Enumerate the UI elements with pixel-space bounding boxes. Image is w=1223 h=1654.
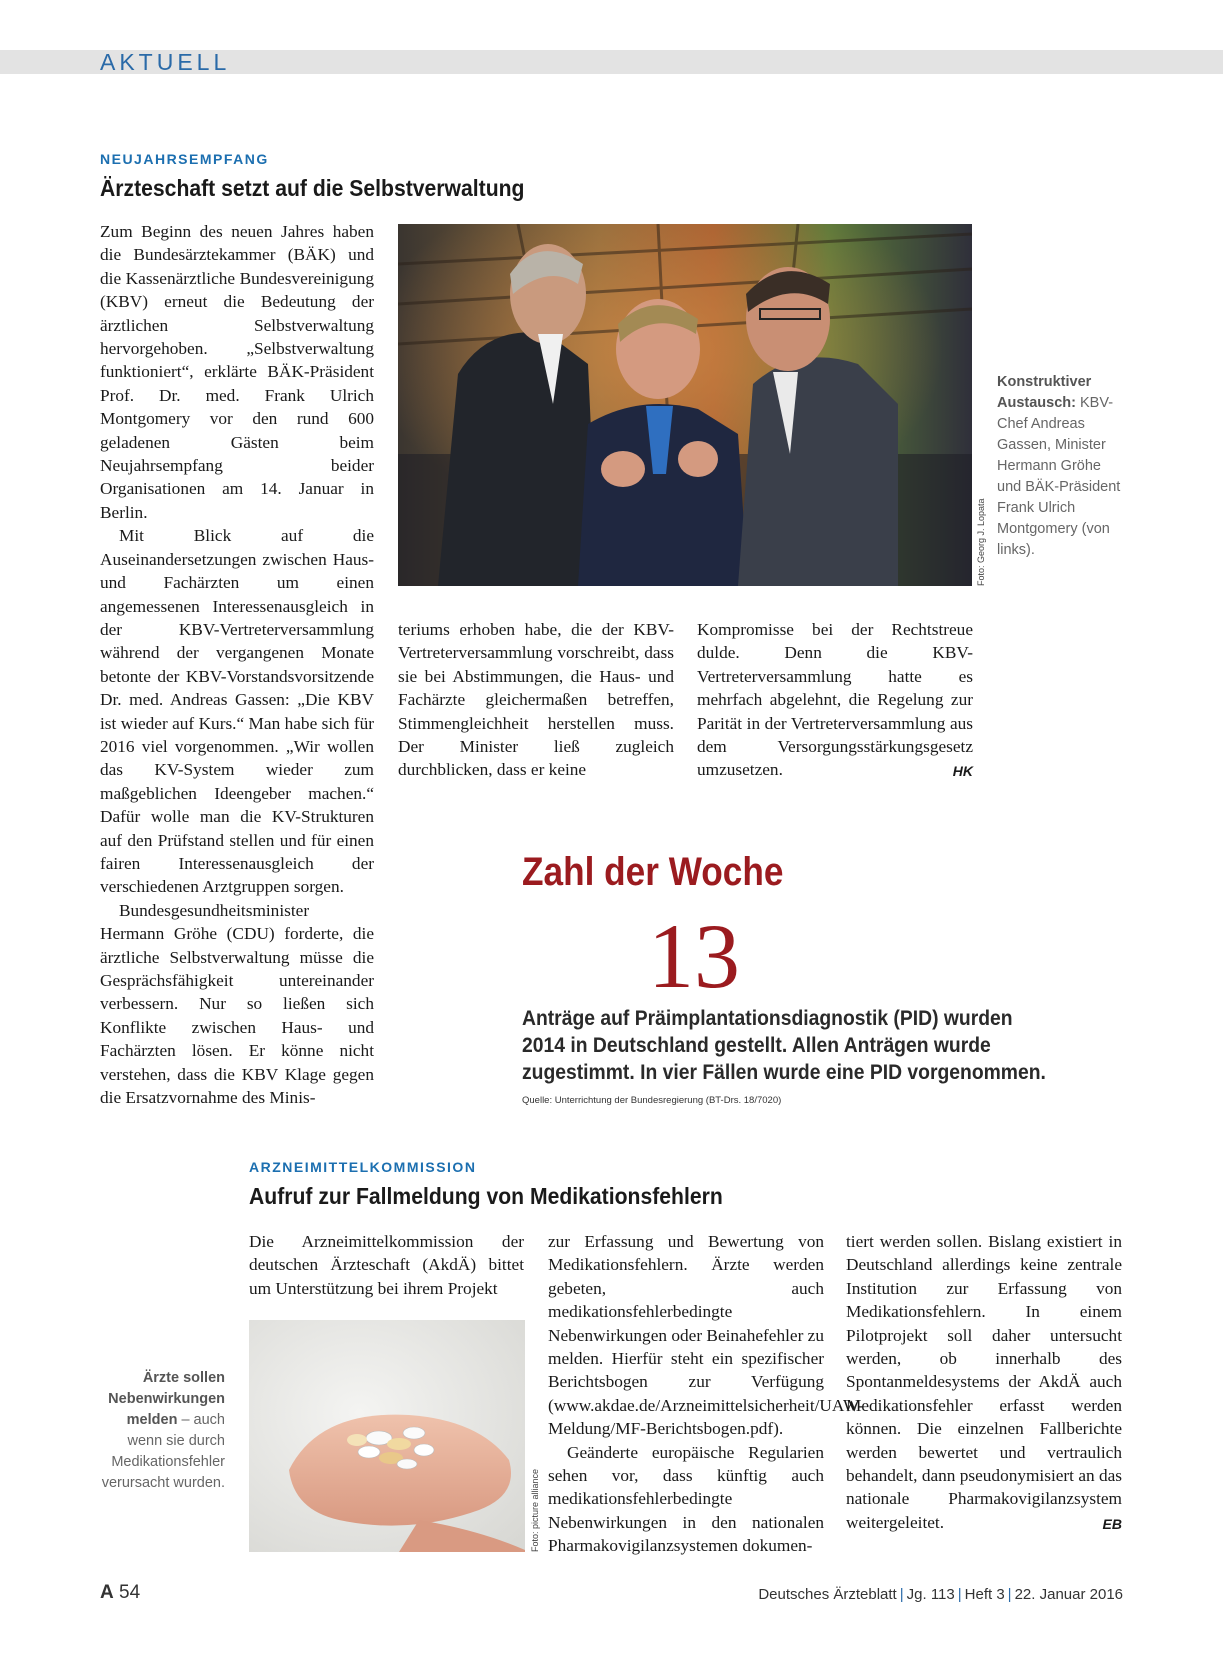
article1-photo-credit: Foto: Georg J. Lopata [976,498,986,586]
article2-paragraph: zur Erfassung und Bewertung von Medikationsfehlern. Ärzte werden gebeten, auch medikationsfehlerbedingte Nebenwirkungen oder Beinahefehler zu melden. Hierfür steht ein spezifischer Berichtsbogen zur Verfügung (www.akdae.de/Arzneimittelsicherheit/UAW-Meldung/MF-Berichtsbogen.pdf). [548,1232,865,1439]
separator: | [899,1586,904,1603]
journal-date: 22. Januar 2016 [1014,1586,1123,1603]
separator: | [957,1586,962,1603]
article2-headline: Aufruf zur Fallmeldung von Medikationsfehlern [249,1183,723,1209]
page-prefix: A [100,1582,114,1603]
article1-headline: Ärzteschaft setzt auf die Selbstverwaltung [100,175,525,201]
caption-text: – auch wenn sie durch Medikationsfehler verursacht wurden. [101,1412,225,1491]
page-number-value: 54 [119,1582,141,1603]
zahl-der-woche-number: 13 [648,905,740,1007]
zahl-der-woche-source: Quelle: Unterrichtung der Bundesregierung (BT-Drs. 18/7020) [522,1095,782,1106]
article2-photo [249,1320,525,1552]
zahl-der-woche-title: Zahl der Woche [522,850,784,894]
caption-text: KBV-Chef Andreas Gassen, Minister Hermann Gröhe und BÄK-Präsident Frank Ulrich Montgomery (von links). [997,395,1121,558]
journal-issue: Heft 3 [964,1586,1005,1603]
article1-photo [398,224,972,586]
separator: | [1007,1586,1012,1603]
article1-signature: HK [952,763,973,780]
article2-paragraph [846,1230,1122,1534]
article1-paragraph: Bundesgesundheitsminister Hermann Gröhe (CDU) forderte, die ärztliche Selbstverwaltung müsse die Gesprächsfähigkeit untereinander verbessern. Nur so ließen sich Konflikte zwischen Haus- und Fachärzten lösen. Er könne nicht verstehen, dass die KBV Klage gegen die Ersatzvornahme des Minis- [100,900,374,1108]
journal-info [758,1586,1123,1603]
article1-paragraph: Mit Blick auf die Auseinandersetzungen zwischen Haus- und Fachärzten um einen angemessenen Interessenausgleich in der KBV-Vertreterversammlung während der vergangenen Monate betonte der KBV-Vorstandsvorsitzende Dr. med. Andreas Gassen: „Die KBV ist wieder auf Kurs.“ Man habe sich für 2016 viel vorgenommen. „Wir wollen das KV-System wieder zum maßgeblichen Ideengeber machen.“ Dafür wolle man die KV-Strukturen auf den Prüfstand stellen und für einen fairen Interessenausgleich der verschiedenen Arztgruppen sorgen. [100,526,374,897]
article2-kicker: ARZNEIMITTELKOMMISSION [249,1159,477,1175]
caption-bold: Konstruktiver Austausch: [997,374,1092,411]
article1-kicker: NEUJAHRSEMPFANG [100,151,269,167]
article1-paragraph: teriums erhoben habe, die der KBV-Vertreterversammlung vorschreibt, dass sie bei Abstimmungen, die Haus- und Fachärzte gleichermaßen betreffen, Stimmengleichheit herstellen muss. Der Minister ließ zugleich durchblicken, dass er keine [398,620,674,780]
article1-paragraph-text: Kompromisse bei der Rechtstreue dulde. Denn die KBV-Vertreterversammlung hatte es mehrfach abgelehnt, die Regelung zur Parität in der Vertreterversammlung aus dem Versorgungsstärkungsgesetz umzusetzen. [697,620,973,780]
article1-column-3 [697,618,973,784]
section-label: AKTUELL [100,49,231,75]
article1-photo-caption [997,372,1127,561]
photo-three-men-talking [398,224,972,586]
article2-paragraph: Die Arzneimittelkommission der deutschen Ärzteschaft (AkdÄ) bittet um Unterstützung bei ihrem Projekt [249,1232,524,1298]
article2-photo-credit: Foto: picture alliance [530,1468,540,1552]
article1-column-2 [398,618,674,782]
article2-column-3 [846,1230,1122,1536]
article2-column-1 [249,1230,524,1300]
photo-hand-with-pills [249,1320,525,1552]
journal-volume: Jg. 113 [906,1586,955,1603]
article2-paragraph: Geänderte europäische Regularien sehen vor, dass künftig auch medikationsfehlerbedingte Nebenwirkungen in den nationalen Pharmakovigilanzsystemen dokumen- [548,1442,824,1556]
page-number [100,1582,140,1604]
article2-photo-caption [100,1368,225,1494]
article2-signature: EB [1102,1515,1122,1532]
journal-name: Deutsches Ärzteblatt [758,1586,897,1603]
article2-column-2 [548,1230,865,1558]
zahl-der-woche-text: Anträge auf Präimplantationsdiagnostik (PID) wurden 2014 in Deutschland gestellt. Allen Anträgen wurde zugestimmt. In vier Fällen wurde eine PID vorgenommen. [522,1007,1046,1084]
article1-paragraph: Zum Beginn des neuen Jahres haben die Bundesärztekammer (BÄK) und die Kassenärztliche Bundesvereinigung (KBV) erneut die Bedeutung der ärztlichen Selbstverwaltung hervorgehoben. „Selbstverwaltung funktioniert“, erklärte BÄK-Präsident Prof. Dr. med. Frank Ulrich Montgomery vor den rund 600 geladenen Gästen beim Neujahrsempfang beider Organisationen am 14. Januar in Berlin. [100,222,374,522]
caption-bold: Ärzte sollen Nebenwirkungen melden [108,1370,225,1428]
article1-paragraph [697,618,973,782]
article1-column-1 [100,220,374,1109]
article2-paragraph-text: tiert werden sollen. Bislang existiert in Deutschland allerdings keine zentrale Institution zur Erfassung von Medikationsfehlern. In einem Pilotprojekt soll daher untersucht werden, ob innerhalb des Spontanmeldesystems der AkdÄ auch Medikationsfehler erfasst werden können. Die einzelnen Fallberichte werden bewertet und vertraulich behandelt, dann pseudonymisiert an das nationale Pharmakovigilanzsystem weitergeleitet. [846,1232,1122,1532]
